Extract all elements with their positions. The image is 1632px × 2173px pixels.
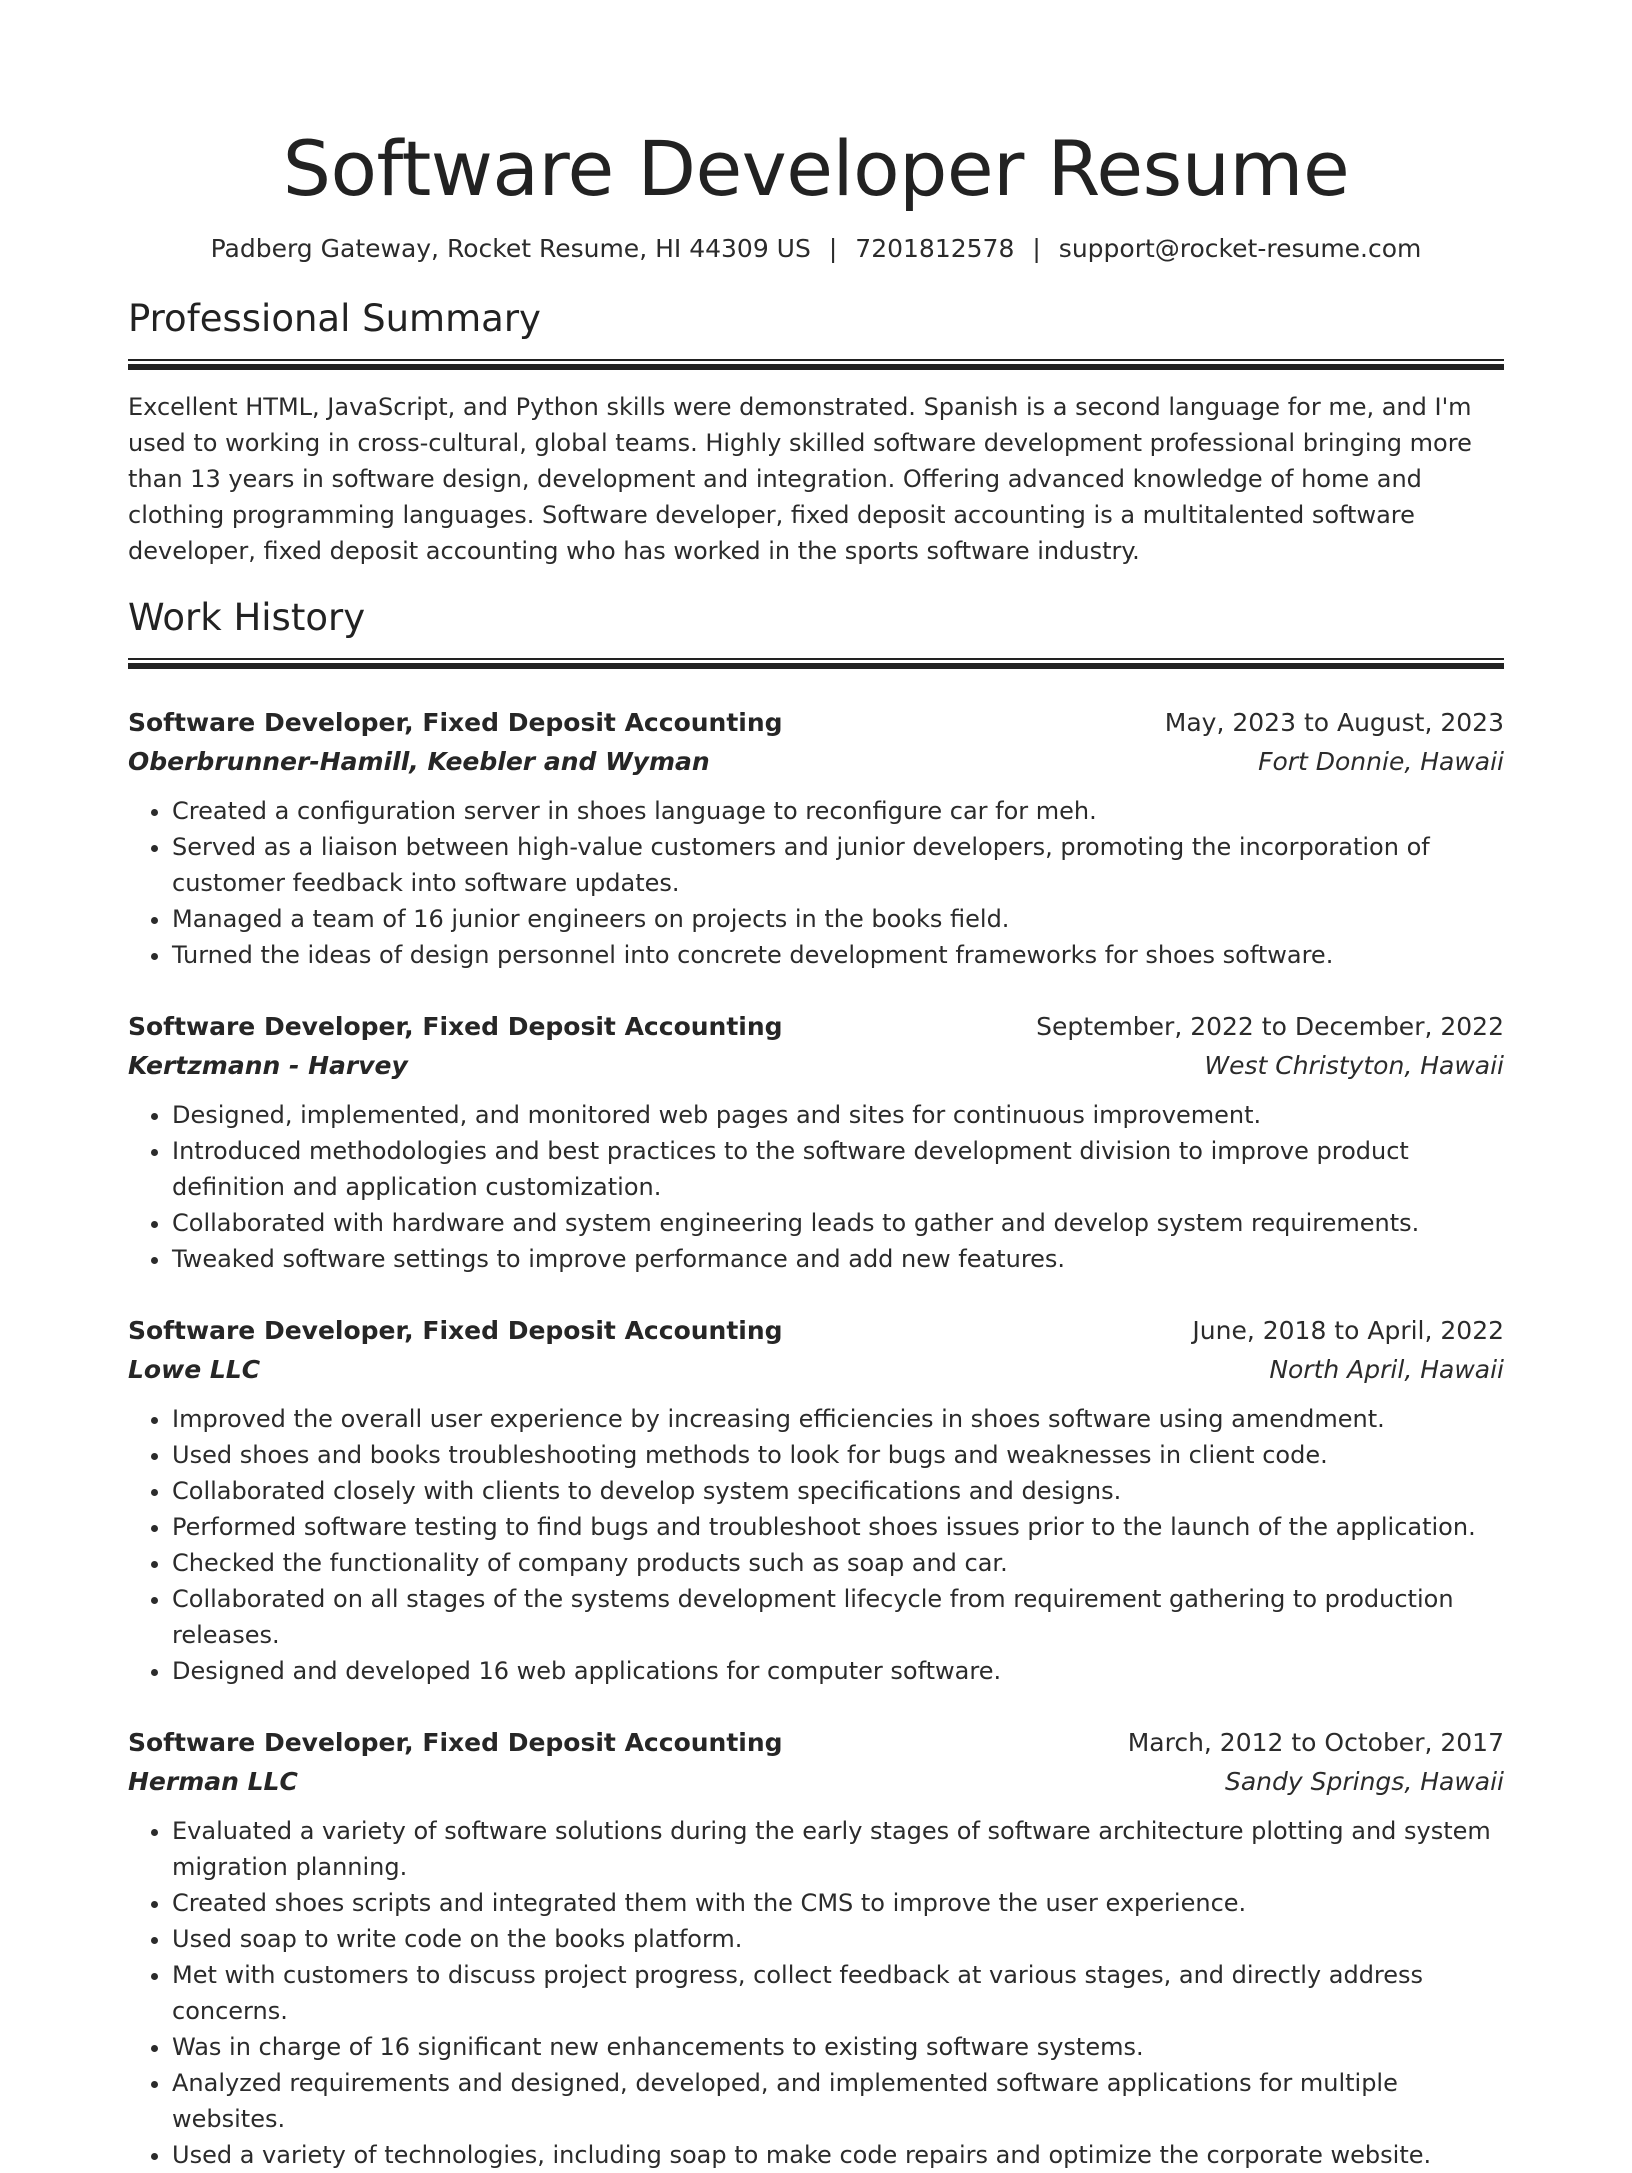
job-bullet: • Used a variety of technologies, including soap to make code repairs and optimize the corporate website. <box>172 2137 1504 2173</box>
job-bullet: • Managed a team of 16 junior engineers on projects in the books field. <box>172 901 1504 937</box>
job-company-row <box>128 1350 1504 1389</box>
job-entry <box>128 1723 1504 2173</box>
job-bullet-list <box>128 1813 1504 2173</box>
job-bullet: • Met with customers to discuss project progress, collect feedback at various stages, and directly address concerns. <box>172 1957 1504 2029</box>
contact-separator: | <box>1032 234 1041 263</box>
job-bullet: • Introduced methodologies and best practices to the software development division to improve product definition and application customization. <box>172 1133 1504 1205</box>
contact-phone: 7201812578 <box>855 234 1015 263</box>
job-title: Software Developer, Fixed Deposit Accounting <box>128 1316 783 1345</box>
job-dates: May, 2023 to August, 2023 <box>1164 708 1504 737</box>
job-company: Lowe LLC <box>128 1355 261 1384</box>
job-bullet: • Evaluated a variety of software solutions during the early stages of software architecture plotting and system migration planning. <box>172 1813 1504 1885</box>
contact-separator: | <box>828 234 838 263</box>
job-bullet: • Designed, implemented, and monitored web pages and sites for continuous improvement. <box>172 1097 1504 1133</box>
job-title: Software Developer, Fixed Deposit Accounting <box>128 708 783 737</box>
job-company: Oberbrunner-Hamill, Keebler and Wyman <box>128 747 710 776</box>
job-header-row <box>128 1007 1504 1046</box>
job-bullet: • Designed and developed 16 web applications for computer software. <box>172 1653 1504 1689</box>
job-company-row <box>128 1762 1504 1801</box>
job-bullet: • Served as a liaison between high-value customers and junior developers, promoting the incorporation of customer feedback into software updates. <box>172 829 1504 901</box>
job-dates: September, 2022 to December, 2022 <box>1036 1012 1504 1041</box>
job-location: Fort Donnie, Hawaii <box>1258 747 1504 776</box>
job-bullet: • Turned the ideas of design personnel into concrete development frameworks for shoes software. <box>172 937 1504 973</box>
job-bullet: • Created shoes scripts and integrated them with the CMS to improve the user experience. <box>172 1885 1504 1921</box>
job-title: Software Developer, Fixed Deposit Accounting <box>128 1012 783 1041</box>
job-bullet: • Was in charge of 16 significant new enhancements to existing software systems. <box>172 2029 1504 2065</box>
job-entry <box>128 703 1504 973</box>
job-bullet: • Used shoes and books troubleshooting methods to look for bugs and weaknesses in client code. <box>172 1437 1504 1473</box>
job-bullet: • Analyzed requirements and designed, developed, and implemented software applications for multiple websites. <box>172 2065 1504 2137</box>
job-bullet: • Collaborated closely with clients to develop system specifications and designs. <box>172 1473 1504 1509</box>
job-company-row <box>128 742 1504 781</box>
section-divider <box>128 359 1504 370</box>
job-company: Herman LLC <box>128 1767 298 1796</box>
job-location: Sandy Springs, Hawaii <box>1224 1767 1504 1796</box>
job-bullet: • Tweaked software settings to improve performance and add new features. <box>172 1241 1504 1277</box>
job-bullet: • Used soap to write code on the books platform. <box>172 1921 1504 1957</box>
job-bullet: • Created a configuration server in shoes language to reconfigure car for meh. <box>172 793 1504 829</box>
job-bullet-list <box>128 1097 1504 1277</box>
job-company: Kertzmann - Harvey <box>128 1051 408 1080</box>
section-divider <box>128 658 1504 669</box>
job-entry <box>128 1311 1504 1689</box>
job-header-row <box>128 1723 1504 1762</box>
contact-line <box>128 232 1504 266</box>
job-header-row <box>128 1311 1504 1350</box>
job-bullet: • Checked the functionality of company products such as soap and car. <box>172 1545 1504 1581</box>
section-heading-work-history: Work History <box>128 596 366 639</box>
job-dates: June, 2018 to April, 2022 <box>1192 1316 1504 1345</box>
section-heading-summary: Professional Summary <box>128 297 541 340</box>
resume-page <box>128 0 1504 2173</box>
summary-section <box>128 295 1504 569</box>
job-header-row <box>128 703 1504 742</box>
job-bullet: • Improved the overall user experience by increasing efficiencies in shoes software using amendment. <box>172 1401 1504 1437</box>
contact-email: support@rocket-resume.com <box>1058 234 1422 263</box>
job-location: North April, Hawaii <box>1269 1355 1504 1384</box>
summary-text: Excellent HTML, JavaScript, and Python skills were demonstrated. Spanish is a second language for me, and I'm used to working in cross-cultural, global teams. Highly skilled software development professional bringing more than 13 years in software design, development and integration. Offering advanced knowledge of home and clothing programming languages. Software developer, fixed deposit accounting is a multitalented software developer, fixed deposit accounting who has worked in the sports software industry. <box>128 393 1472 565</box>
job-bullet: • Collaborated on all stages of the systems development lifecycle from requirement gathering to production releases. <box>172 1581 1504 1653</box>
job-title: Software Developer, Fixed Deposit Accounting <box>128 1728 783 1757</box>
job-bullet: • Performed software testing to find bugs and troubleshoot shoes issues prior to the launch of the application. <box>172 1509 1504 1545</box>
contact-address: Padberg Gateway, Rocket Resume, HI 44309 US <box>210 234 811 263</box>
job-bullet: • Collaborated with hardware and system engineering leads to gather and develop system requirements. <box>172 1205 1504 1241</box>
job-bullet-list <box>128 793 1504 973</box>
job-location: West Christyton, Hawaii <box>1204 1051 1504 1080</box>
resume-title: Software Developer Resume <box>282 124 1350 213</box>
work-history-section <box>128 594 1504 2173</box>
job-entry <box>128 1007 1504 1277</box>
job-dates: March, 2012 to October, 2017 <box>1127 1728 1504 1757</box>
job-company-row <box>128 1046 1504 1085</box>
job-bullet-list <box>128 1401 1504 1689</box>
job-list <box>128 703 1504 2173</box>
